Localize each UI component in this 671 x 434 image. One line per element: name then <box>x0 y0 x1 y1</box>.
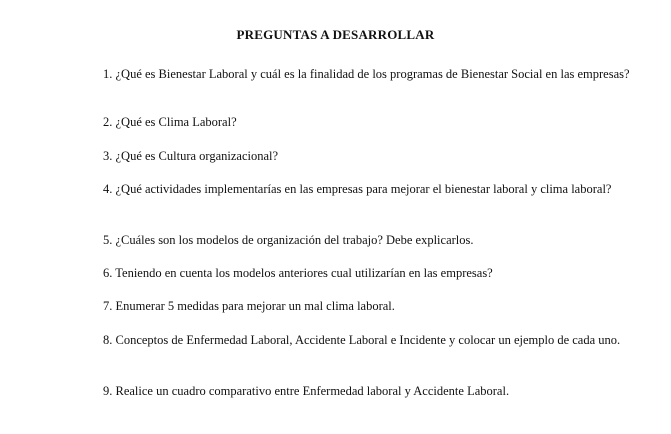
question-8: 8. Conceptos de Enfermedad Laboral, Accidente Laboral e Incidente y colocar un ejemplo de cada uno. <box>103 333 621 347</box>
document-title: PREGUNTAS A DESARROLLAR <box>236 27 435 42</box>
question-5: 5. ¿Cuáles son los modelos de organización del trabajo? Debe explicarlos. <box>103 233 474 247</box>
question-7: 7. Enumerar 5 medidas para mejorar un mal clima laboral. <box>103 299 395 313</box>
question-4: 4. ¿Qué actividades implementarías en las empresas para mejorar el bienestar laboral y clima laboral? <box>103 182 612 196</box>
question-3: 3. ¿Qué es Cultura organizacional? <box>103 149 279 163</box>
question-2: 2. ¿Qué es Clima Laboral? <box>103 115 237 129</box>
question-6: 6. Teniendo en cuenta los modelos anteriores cual utilizarían en las empresas? <box>103 266 493 280</box>
question-9: 9. Realice un cuadro comparativo entre Enfermedad laboral y Accidente Laboral. <box>103 384 510 398</box>
question-1: 1. ¿Qué es Bienestar Laboral y cuál es la finalidad de los programas de Bienestar Social en las empresas? <box>103 67 630 81</box>
